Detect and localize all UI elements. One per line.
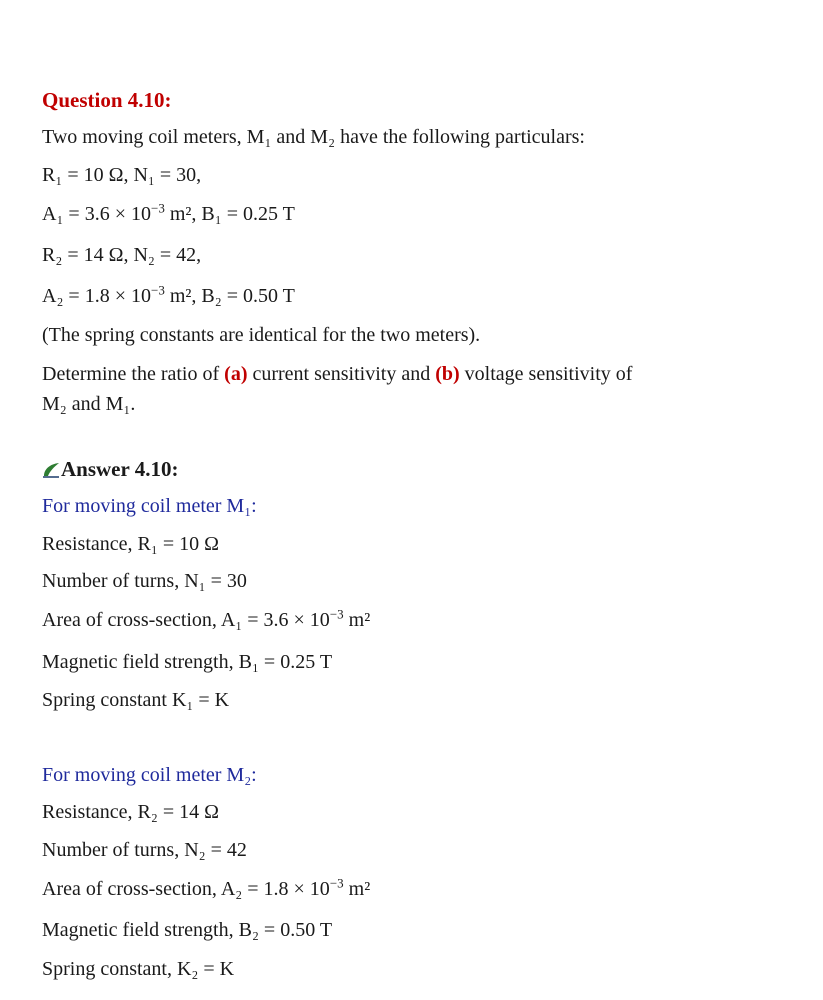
- m2-spring: Spring constant, K₂ = K: [42, 958, 235, 980]
- brand-logo-icon: [42, 462, 60, 478]
- m1-spring: Spring constant K₁ = K: [42, 689, 230, 711]
- m1-area-post: m²: [343, 609, 371, 631]
- answer-title: Answer 4.10:: [61, 457, 179, 481]
- determine-line-2: M₂ and M₁.: [42, 393, 136, 415]
- part-b-label: (b): [435, 363, 460, 385]
- a2-b2-pre: A₂ = 1.8 × 10: [42, 285, 151, 307]
- determine-post: voltage sensitivity of: [459, 363, 633, 385]
- a1-b1-pre: A₁ = 3.6 × 10: [42, 203, 151, 225]
- answer-title-row: [42, 457, 178, 481]
- determine-pre: Determine the ratio of: [42, 363, 225, 385]
- m2-area-pre: Area of cross-section, A₂ = 1.8 × 10: [42, 878, 330, 900]
- m1-turns: Number of turns, N₁ = 30: [42, 570, 247, 592]
- determine-line: [42, 362, 782, 386]
- part-a-label: (a): [224, 363, 248, 385]
- m2-field: Magnetic field strength, B₂ = 0.50 T: [42, 919, 333, 941]
- r1-n1-line: R₁ = 10 Ω, N₁ = 30,: [42, 164, 202, 186]
- a2-b2-line: [42, 284, 295, 308]
- m1-area: [42, 608, 370, 632]
- m2-area: [42, 877, 370, 901]
- a1-b1-line: [42, 202, 295, 226]
- m2-heading: For moving coil meter M₂:: [42, 764, 257, 786]
- m2-area-exponent: −3: [329, 875, 344, 891]
- r2-n2-line: R₂ = 14 Ω, N₂ = 42,: [42, 244, 202, 266]
- determine-mid: current sensitivity and: [247, 363, 436, 385]
- m1-area-pre: Area of cross-section, A₁ = 3.6 × 10: [42, 609, 330, 631]
- m2-area-post: m²: [343, 878, 371, 900]
- question-title: Question 4.10:: [42, 88, 172, 112]
- a2-exponent: −3: [150, 282, 165, 298]
- a1-exponent: −3: [150, 200, 165, 216]
- m1-heading: For moving coil meter M₁:: [42, 495, 257, 517]
- question-intro: Two moving coil meters, M₁ and M₂ have the following particulars:: [42, 126, 585, 148]
- m1-field: Magnetic field strength, B₁ = 0.25 T: [42, 651, 333, 673]
- spring-note: (The spring constants are identical for the two meters).: [42, 324, 481, 346]
- m1-resistance: Resistance, R₁ = 10 Ω: [42, 533, 219, 555]
- a1-b1-post: m², B₁ = 0.25 T: [164, 203, 295, 225]
- m2-resistance: Resistance, R₂ = 14 Ω: [42, 801, 219, 823]
- a2-b2-post: m², B₂ = 0.50 T: [164, 285, 295, 307]
- m1-area-exponent: −3: [329, 606, 344, 622]
- m2-turns: Number of turns, N₂ = 42: [42, 839, 247, 861]
